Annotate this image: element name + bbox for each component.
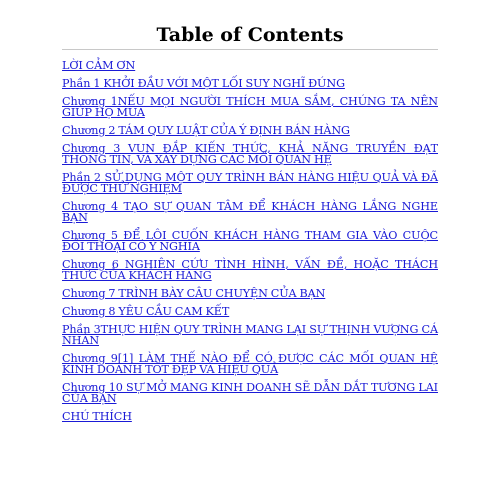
- toc-entry: [62, 78, 438, 89]
- toc-entry: [62, 172, 438, 194]
- toc-link[interactable]: CHÚ THÍCH: [62, 410, 132, 423]
- toc-entry: [62, 324, 438, 346]
- toc-entry: [62, 306, 438, 317]
- toc-link[interactable]: Phần 2 SỬ DỤNG MỘT QUY TRÌNH BÁN HÀNG HIỆU QUẢ VÀ ĐÃ ĐƯỢC THỬ NGHIỆM: [62, 171, 438, 195]
- toc-entry: [62, 411, 438, 422]
- toc-entry: [62, 230, 438, 252]
- toc-link[interactable]: Chương 8 YÊU CẦU CAM KẾT: [62, 305, 230, 318]
- toc-link[interactable]: Chương 4 TẠO SỰ QUAN TÂM ĐỂ KHÁCH HÀNG LẮNG NGHE BẠN: [62, 200, 438, 224]
- toc-entry: [62, 143, 438, 165]
- toc-list: [62, 60, 438, 422]
- toc-link[interactable]: Chương 5 ĐỂ LÔI CUỐN KHÁCH HÀNG THAM GIA VÀO CUỘC ĐỐI THOẠI CÓ Ý NGHĨA: [62, 229, 438, 253]
- toc-link[interactable]: Chương 6 NGHIÊN CỨU TÌNH HÌNH, VẤN ĐỀ, HOẶC THÁCH THỨC CỦA KHÁCH HÀNG: [62, 258, 438, 282]
- toc-entry: [62, 353, 438, 375]
- toc-link[interactable]: Phần 3THỰC HIỆN QUY TRÌNH MANG LẠI SỰ THỊNH VƯỢNG CÁ NHÂN: [62, 323, 438, 347]
- toc-link[interactable]: Chương 10 SỰ MỞ MANG KINH DOANH SẼ DẪN DẮT TƯƠNG LAI CỦA BẠN: [62, 381, 438, 405]
- toc-entry: [62, 259, 438, 281]
- toc-link[interactable]: Chương 9[1] LÀM THẾ NÀO ĐỂ CÓ ĐƯỢC CÁC MỐI QUAN HỆ KINH DOANH TỐT ĐẸP VÀ HIỆU QUẢ: [62, 352, 438, 376]
- toc-link[interactable]: Phần 1 KHỞI ĐẦU VỚI MỘT LỐI SUY NGHĨ ĐÚNG: [62, 77, 345, 90]
- toc-entry: [62, 96, 438, 118]
- toc-page: [62, 24, 438, 429]
- toc-entry: [62, 288, 438, 299]
- toc-link[interactable]: Chương 2 TÁM QUY LUẬT CỦA Ý ĐỊNH BÁN HÀNG: [62, 124, 350, 137]
- toc-link[interactable]: Chương 7 TRÌNH BÀY CÂU CHUYỆN CỦA BẠN: [62, 287, 326, 300]
- toc-link[interactable]: Chương 1NẾU MỌI NGƯỜI THÍCH MUA SẮM, CHÚNG TA NÊN GIÚP HỌ MUA: [62, 95, 438, 119]
- page-title: Table of Contents: [62, 24, 438, 50]
- toc-entry: [62, 382, 438, 404]
- toc-entry: [62, 125, 438, 136]
- toc-entry: [62, 201, 438, 223]
- toc-link[interactable]: Chương 3 VUN ĐẮP KIẾN THỨC, KHẢ NĂNG TRUYỀN ĐẠT THÔNG TIN, VÀ XÂY DỰNG CÁC MỐI QUAN HỆ: [62, 142, 438, 166]
- toc-entry: [62, 60, 438, 71]
- toc-link[interactable]: LỜI CẢM ƠN: [62, 59, 136, 72]
